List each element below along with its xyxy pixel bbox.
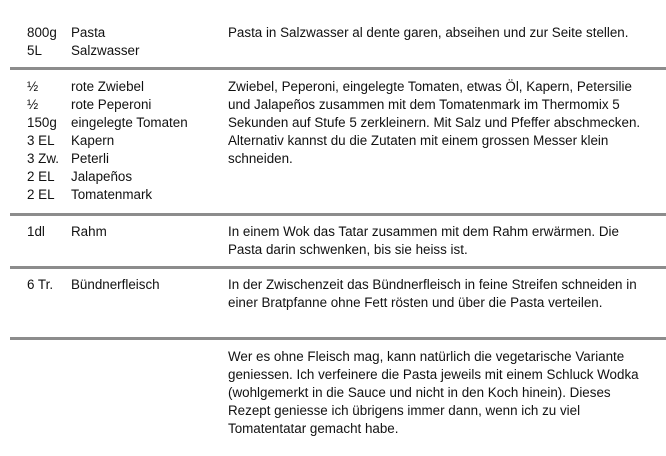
section-divider: [10, 67, 666, 70]
section-divider: [10, 266, 666, 269]
ingredient-quantity: ½: [27, 97, 39, 112]
ingredient-name: Kapern: [71, 133, 115, 148]
ingredient-name: eingelegte Tomaten: [71, 115, 188, 130]
section-divider: [10, 337, 666, 340]
step-text: In der Zwischenzeit das Bündnerfleisch in feine Streifen schneiden in einer Bratpfanne ohne Fett rösten und über die Pasta verteilen.: [228, 277, 637, 310]
ingredient-quantity: 2 EL: [27, 169, 55, 184]
ingredient-quantity: 3 Zw.: [27, 151, 59, 166]
ingredient-name: Tomatenmark: [71, 187, 153, 202]
ingredient-row: [0, 186, 666, 204]
section-divider: [10, 213, 666, 216]
ingredient-quantity: 3 EL: [27, 133, 55, 148]
step-text: Zwiebel, Peperoni, eingelegte Tomaten, etwas Öl, Kapern, Petersilie und Jalapeños zusammen mit dem Tomatenmark im Thermomix 5 Sekunden auf Stufe 5 zerkleinern. Mit Salz und Pfeffer abschmecken.: [228, 79, 641, 130]
ingredient-name: Salzwasser: [71, 43, 140, 58]
ingredient-quantity: 800g: [27, 25, 57, 40]
ingredient-name: rote Zwiebel: [71, 79, 144, 94]
ingredient-quantity: ½: [27, 79, 39, 94]
ingredient-quantity: 2 EL: [27, 187, 55, 202]
ingredient-quantity: 150g: [27, 115, 57, 130]
recipe-section-3: [0, 223, 666, 257]
ingredient-row: [0, 168, 666, 186]
ingredient-name: rote Peperoni: [71, 97, 152, 112]
step-text: Wer es ohne Fleisch mag, kann natürlich die vegetarische Variante geniessen. Ich verfeinere die Pasta jeweils mit einem Schluck Wodka (wohlgemerkt in die Sauce und nicht in den Koch hinein). Dieses Rezept geniesse ich übrigens immer dann, wenn ich zu viel Tomatentatar gemacht habe.: [228, 349, 639, 436]
recipe-section-1: [0, 24, 666, 60]
step-text-container: [228, 78, 648, 168]
ingredient-quantity: 1dl: [27, 224, 45, 239]
step-text: In einem Wok das Tatar zusammen mit dem Rahm erwärmen. Die Pasta darin schwenken, bis sie heiss ist.: [228, 224, 619, 257]
ingredient-name: Bündnerfleisch: [71, 277, 160, 292]
recipe-section-2: [0, 78, 666, 204]
ingredient-name: Peterli: [71, 151, 109, 166]
ingredient-name: Pasta: [71, 25, 106, 40]
ingredient-quantity: 6 Tr.: [27, 277, 54, 292]
recipe-section-4: [0, 276, 666, 310]
ingredient-quantity: 5L: [27, 43, 42, 58]
ingredient-name: Rahm: [71, 224, 107, 239]
step-text-alternative: Alternativ kannst du die Zutaten mit einem grossen Messer klein schneiden.: [228, 133, 609, 166]
ingredient-row: [0, 42, 666, 60]
step-text: Pasta in Salzwasser al dente garen, abseihen und zur Seite stellen.: [228, 25, 629, 40]
ingredient-name: Jalapeños: [71, 169, 133, 184]
